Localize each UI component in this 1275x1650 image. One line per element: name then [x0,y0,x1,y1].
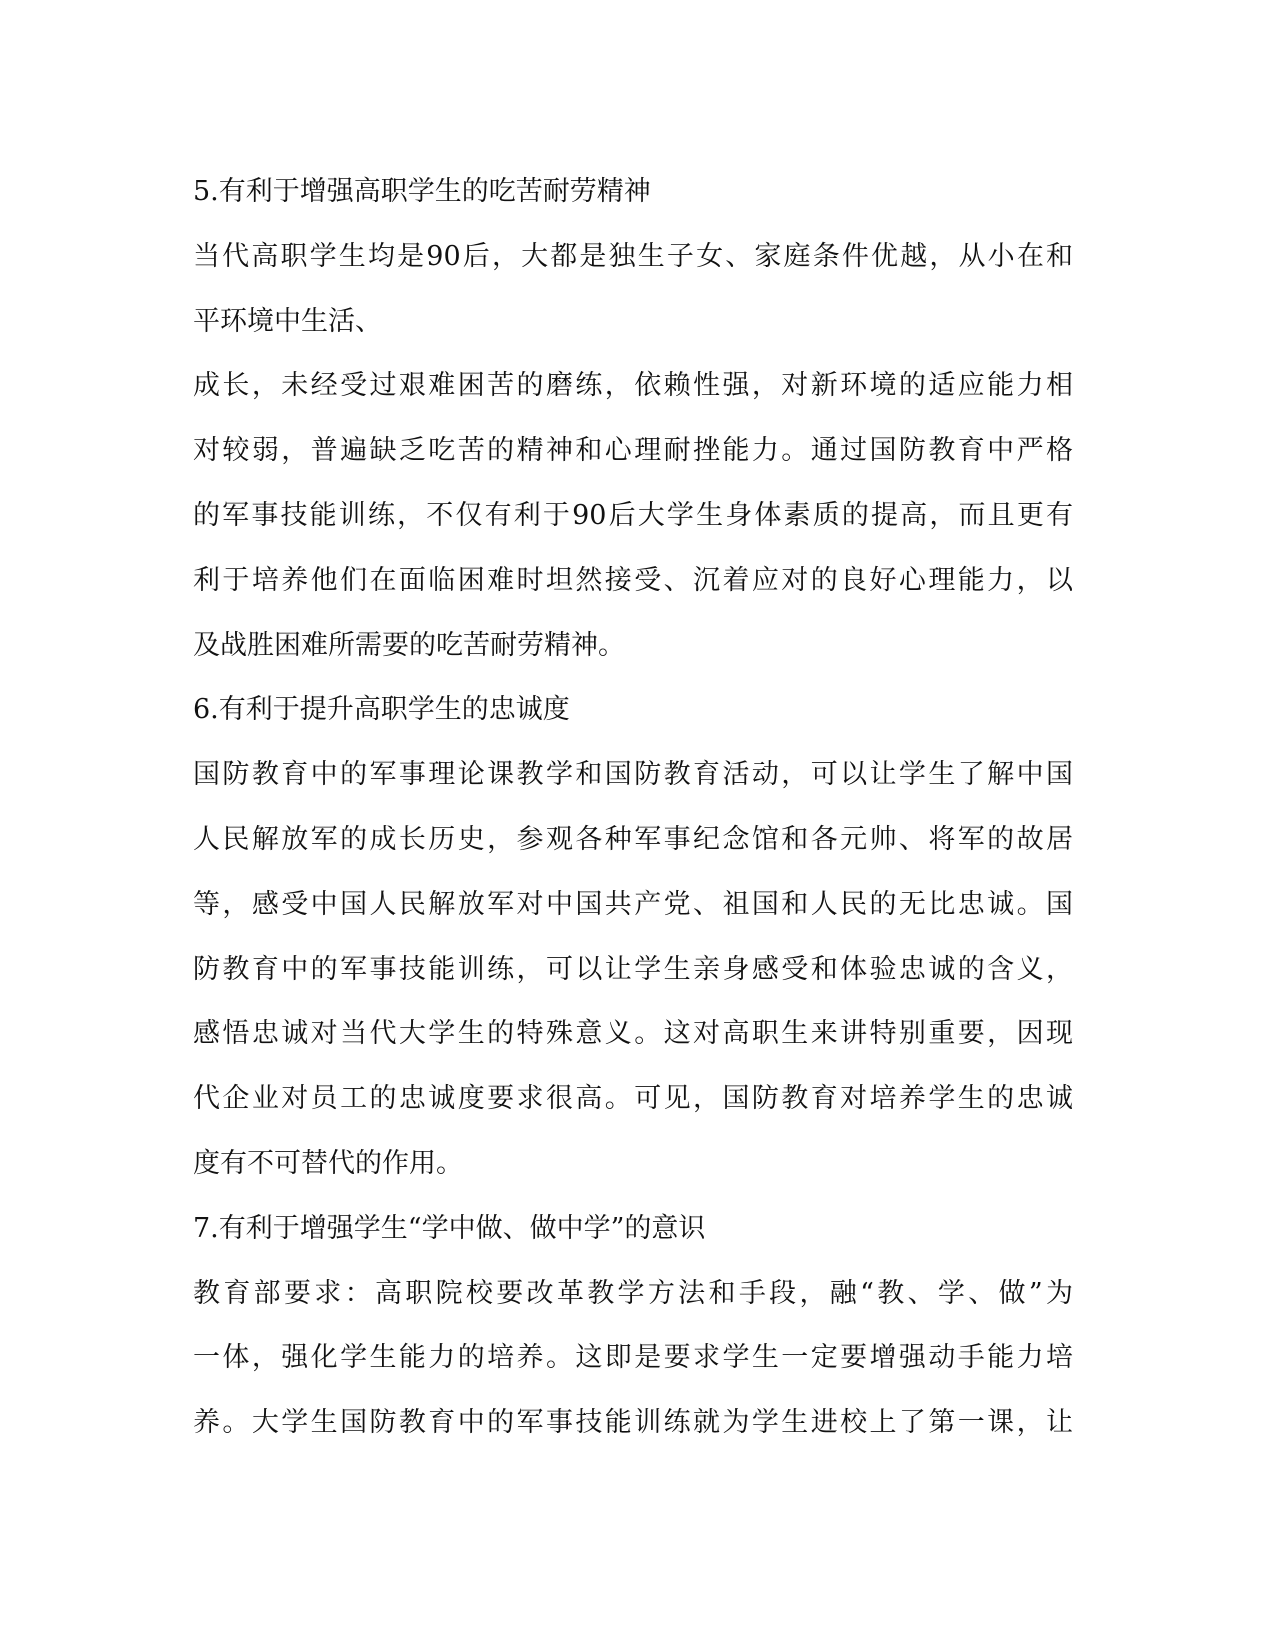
section-heading-5: 5.有利于增强高职学生的吃苦耐劳精神 [193,176,651,207]
paragraph-line: 养。大学生国防教育中的军事技能训练就为学生进校上了第一课，让 [193,1407,1073,1439]
paragraph-line: 成长，未经受过艰难困苦的磨练，依赖性强，对新环境的适应能力相 [193,370,1073,402]
paragraph-line: 感悟忠诚对当代大学生的特殊意义。这对高职生来讲特别重要，因现 [193,1018,1073,1050]
paragraph-line: 的军事技能训练，不仅有利于90后大学生身体素质的提高，而且更有 [193,499,1073,531]
paragraph-line: 平环境中生活、 [193,305,382,337]
paragraph-line: 等，感受中国人民解放军对中国共产党、祖国和人民的无比忠诚。国 [193,888,1073,920]
section-heading-7: 7.有利于增强学生“学中做、做中学”的意识 [193,1212,706,1244]
document-body [193,160,1073,1456]
paragraph-line: 对较弱，普遍缺乏吃苦的精神和心理耐挫能力。通过国防教育中严格 [193,435,1073,467]
paragraph-line: 教育部要求：高职院校要改革教学方法和手段，融“教、学、做”为 [193,1277,1073,1309]
paragraph-line: 一体，强化学生能力的培养。这即是要求学生一定要增强动手能力培 [193,1342,1073,1374]
section-heading-6: 6.有利于提升高职学生的忠诚度 [193,694,570,726]
paragraph-line: 代企业对员工的忠诚度要求很高。可见，国防教育对培养学生的忠诚 [193,1083,1073,1115]
paragraph-line: 防教育中的军事技能训练，可以让学生亲身感受和体验忠诚的含义， [193,953,1073,985]
paragraph-line: 及战胜困难所需要的吃苦耐劳精神。 [193,629,625,661]
paragraph-line: 利于培养他们在面临困难时坦然接受、沉着应对的良好心理能力，以 [193,564,1073,596]
paragraph-line: 度有不可替代的作用。 [193,1147,463,1179]
paragraph-line: 当代高职学生均是90后，大都是独生子女、家庭条件优越，从小在和 [193,240,1073,272]
paragraph-line: 人民解放军的成长历史，参观各种军事纪念馆和各元帅、将军的故居 [193,823,1073,855]
paragraph-line: 国防教育中的军事理论课教学和国防教育活动，可以让学生了解中国 [193,759,1073,791]
